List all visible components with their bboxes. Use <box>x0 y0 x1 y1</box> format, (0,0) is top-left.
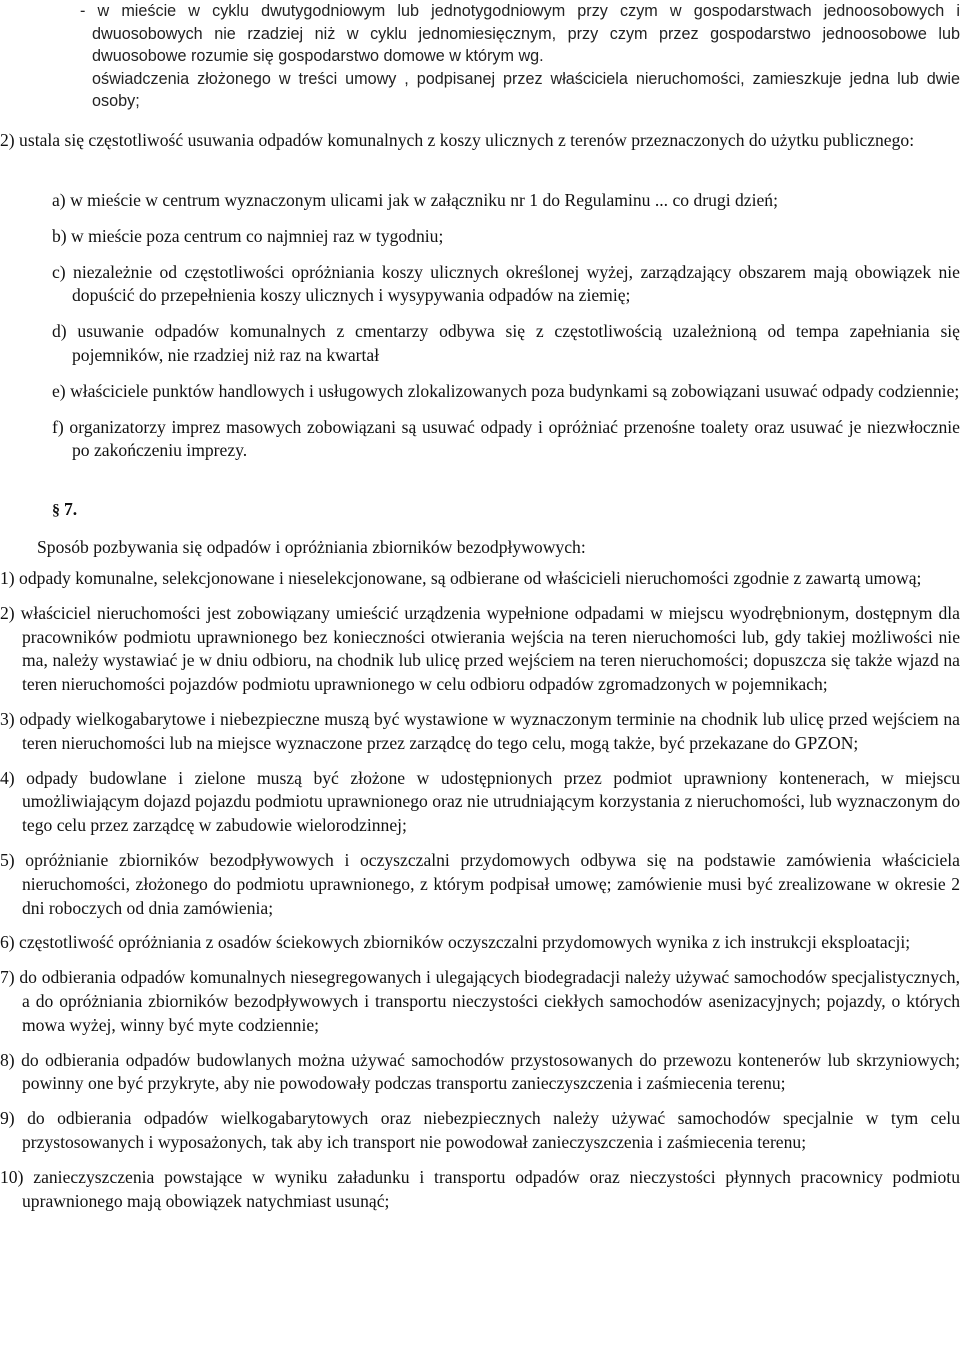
point-2-text: 2) ustala się częstotliwość usuwania odpadów komunalnych z koszy ulicznych z terenów przeznaczonych do użytku publicznego: <box>0 130 915 150</box>
subitem-a: a) w mieście w centrum wyznaczonym ulicami jak w załączniku nr 1 do Regulaminu ... co drugi dzień; <box>52 190 778 210</box>
list-item-2: 2) właściciel nieruchomości jest zobowiązany umieścić urządzenia wypełnione odpadami w miejscu wyodrębnionym, dostępnym dla pracowników podmiotu uprawnionego bez konieczności otwierania wejścia na teren nieruchomości lub, gdy takiej możliwości nie ma, należy wystawiać je w dniu odbioru, na chodnik lub ulicę przed wejściem na teren nieruchomości; dopuszcza się także wjazd na teren nieruchomości pojazdów podmiotu uprawnionego w celu odbioru odpadów zgromadzonych w pojemnikach; <box>0 602 960 695</box>
list-item-7: 7) do odbierania odpadów komunalnych niesegregowanych i ulegających biodegradacji należy używać samochodów specjalistycznych, a do opróżniania zbiorników bezodpływowych i transportu nieczystości ciekłych samochodów asenizacyjnych; pojazdy, o których mowa wyżej, winny być myte codziennie; <box>0 967 960 1035</box>
subitem-c: c) niezależnie od częstotliwości opróżniania koszy ulicznych określonej wyżej, zarządzający obszarem mają obowiązek nie dopuścić do przepełnienia koszy ulicznych i wysypywania odpadów na ziemię; <box>52 261 960 306</box>
list-item-3: 3) odpady wielkogabarytowe i niebezpieczne muszą być wystawione w wyznaczonym terminie na chodnik lub ulicę przed wejściem na teren nieruchomości lub na miejsce wyznaczone przez zarządcę do tego celu, mogą także, być przekazane do GPZON; <box>0 708 960 753</box>
subitem-d: d) usuwanie odpadów komunalnych z cmentarzy odbywa się z częstotliwością uzależnioną od tempa zapełniania się pojemników, nie rzadziej niż raz na kwartał <box>52 321 960 365</box>
section-7-list <box>0 567 960 1224</box>
point-2 <box>0 129 960 153</box>
list-item-6: 6) częstotliwość opróżniania z osadów ściekowych zbiorników oczyszczalni przydomowych wynika z ich instrukcji eksploatacji; <box>0 932 911 953</box>
point-2-sublist <box>52 189 960 475</box>
section-heading <box>52 497 77 523</box>
section-symbol: § <box>52 502 60 519</box>
subitem-e: e) właściciele punktów handlowych i usługowych zlokalizowanych poza budynkami są zobowiązani usuwać odpady codziennie; <box>52 380 960 401</box>
intro-line-1: - w mieście w cyklu dwutygodniowym lub jednotygodniowym przy czym w gospodarstwach jednoosobowych i dwuosobowych nie rzadziej niż w cyklu jednomiesięcznym, przy czym przez gospodarstwo jednoosobowe lub dwuosobowe rozumie się gospodarstwo domowe w którym wg. <box>80 2 960 65</box>
list-item-5: 5) opróżnianie zbiorników bezodpływowych i oczyszczalni przydomowych odbywa się na podstawie zamówienia właściciela nieruchomości, złożonego do podmiotu uprawnionego, z którym podpisał umowę; zamówienie musi być zrealizowane w okresie 2 dni roboczych od dnia zamówienia; <box>0 849 960 918</box>
list-item-10: 10) zanieczyszczenia powstające w wyniku załadunku i transportu odpadów oraz nieczystości płynnych pracownicy podmiotu uprawnionego mają obowiązek natychmiast usunąć; <box>0 1166 960 1211</box>
section-title: Sposób pozbywania się odpadów i opróżniania zbiorników bezodpływowych: <box>37 537 586 557</box>
intro-paragraph <box>80 0 960 113</box>
intro-line-2: oświadczenia złożonego w treści umowy , podpisanej przez właściciela nieruchomości, zamieszkuje jedna lub dwie osoby; <box>92 69 960 110</box>
list-item-9: 9) do odbierania odpadów wielkogabarytowych oraz niebezpiecznych należy używać samochodów specjalnie w tym celu przystosowanych i wyposażonych, tak aby ich transport nie powodował zanieczyszczenia i zaśmiecenia terenu; <box>0 1108 960 1152</box>
subitem-b: b) w mieście poza centrum co najmniej raz w tygodniu; <box>52 225 444 246</box>
section-number: 7. <box>64 499 78 519</box>
list-item-1: 1) odpady komunalne, selekcjonowane i nieselekcjonowane, są odbierane od właścicieli nieruchomości zgodnie z zawartą umową; <box>0 568 922 588</box>
subitem-f: f) organizatorzy imprez masowych zobowiązani są usuwać odpady i opróżniać przenośne toalety oraz usuwać je niezwłocznie po zakończeniu imprezy. <box>52 416 960 461</box>
list-item-8: 8) do odbierania odpadów budowlanych można używać samochodów przystosowanych do przewozu kontenerów lub skrzyniowych; powinny one być przykryte, aby nie powodowały podczas transportu zanieczyszczenia i zaśmiecenia terenu; <box>0 1049 960 1094</box>
list-item-4: 4) odpady budowlane i zielone muszą być złożone w udostępnionych przez podmiot uprawniony kontenerach, w miejscu umożliwiającym dojazd pojazdu podmiotu uprawnionego oraz nie utrudniającym korzystania z nieruchomości, lub wyznaczonym do tego celu przez zarządcę w zabudowie wielorodzinnej; <box>0 767 960 836</box>
